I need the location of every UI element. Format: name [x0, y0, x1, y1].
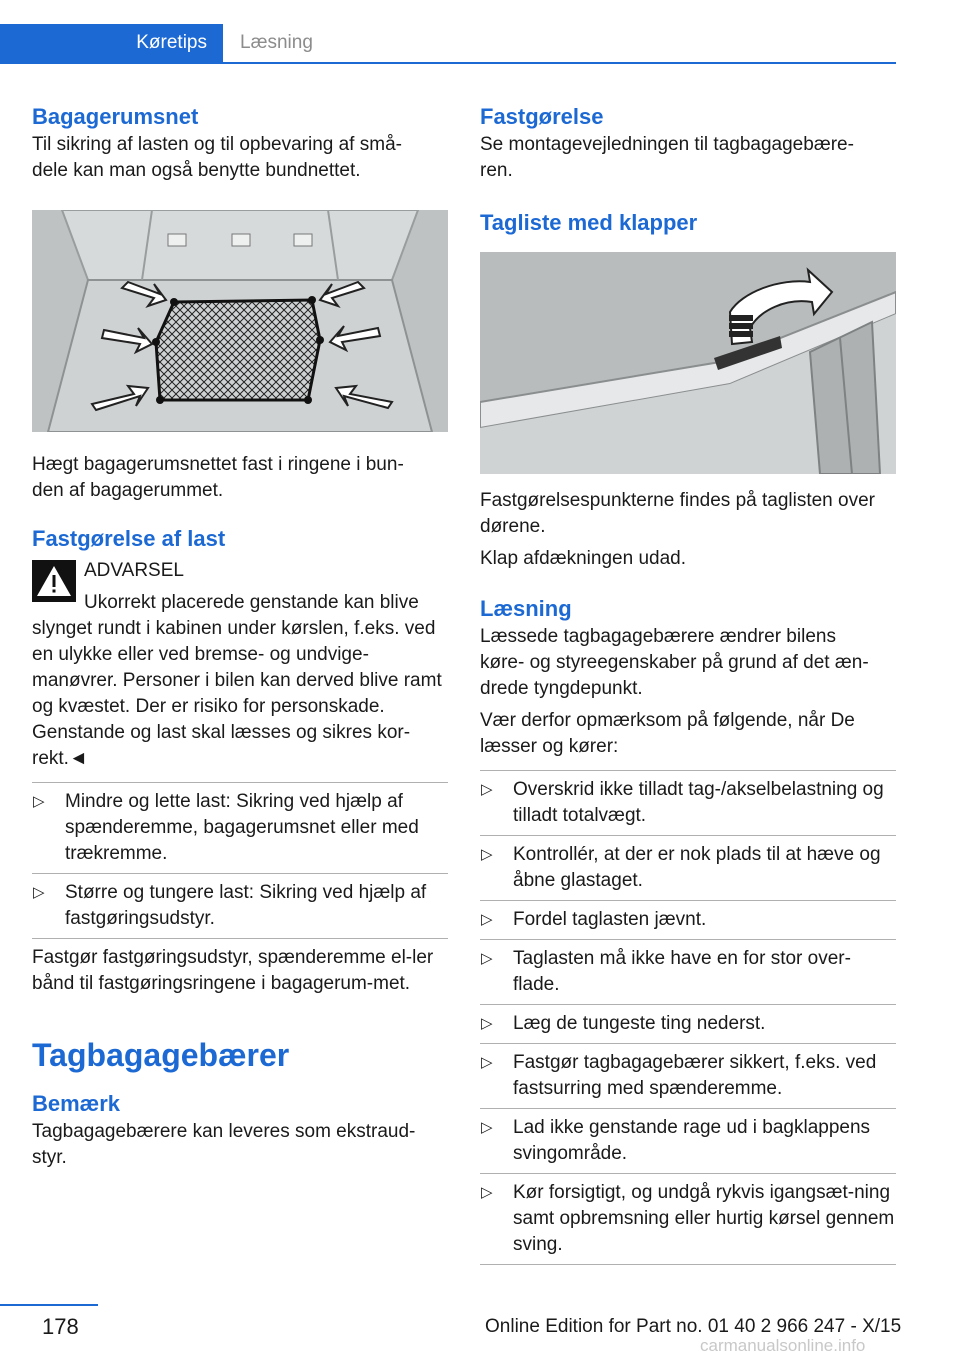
right-bullet-list: [480, 777, 896, 1264]
list-item: [480, 1108, 896, 1173]
heading-tagbagagebaerer: Tagbagagebærer: [32, 1037, 290, 1073]
bullet-triangle-icon: ▷: [481, 1015, 493, 1032]
list-item: [480, 1004, 896, 1043]
roof-rail-illustration: [480, 252, 896, 474]
heading-fastgoerelse: Fastgørelse: [480, 104, 604, 129]
text-laesning-1: Læssede tagbagagebærere ændrer bilens køre- og styreegenskaber på grund af det æn-drede tyngdepunkt.: [480, 626, 869, 699]
bullet-text: Fastgør tagbagagebærer sikkert, f.eks. ved fastsurring med spænderemme.: [513, 1052, 877, 1099]
warning-text: [32, 590, 448, 772]
list-item: [480, 1173, 896, 1264]
bullet-triangle-icon: ▷: [481, 1054, 493, 1071]
list-item: [480, 900, 896, 939]
bullet-triangle-icon: ▷: [481, 1184, 493, 1201]
bullet-text: Kør forsigtigt, og undgå rykvis igangsæt-ning samt opbremsning eller hurtig kørsel gennem sving.: [513, 1182, 895, 1255]
bullet-triangle-icon: ▷: [481, 781, 493, 798]
page-number: 178: [42, 1314, 79, 1339]
heading-bagagerumsnet: Bagagerumsnet: [32, 104, 199, 129]
bullet-text: Fordel taglasten jævnt.: [513, 909, 707, 930]
caption-bagagerumsnet: Hægt bagagerumsnettet fast i ringene i bun-den af bagagerummet.: [32, 454, 404, 501]
warning-block: [32, 558, 448, 584]
tab-koeretips[interactable]: Køretips: [0, 24, 223, 62]
bullet-triangle-icon: ▷: [481, 911, 493, 928]
text-tagliste-2: Klap afdækningen udad.: [480, 548, 686, 569]
heading-fastgoerelse-af-last: Fastgørelse af last: [32, 526, 226, 551]
list-item: [480, 939, 896, 1004]
bullet-triangle-icon: ▷: [33, 793, 45, 810]
bullet-triangle-icon: ▷: [481, 846, 493, 863]
right-column: [480, 100, 896, 1265]
warning-label: ADVARSEL: [84, 560, 184, 581]
bullet-text: Overskrid ikke tilladt tag-/akselbelastning og tilladt totalvægt.: [513, 779, 884, 826]
header-tabbar: [0, 24, 896, 64]
bullet-text: Læg de tungeste ting nederst.: [513, 1013, 766, 1034]
edition-text: Online Edition for Part no. 01 40 2 966 247 - X/15: [485, 1316, 902, 1337]
bullet-text: Kontrollér, at der er nok plads til at hæve og åbne glastaget.: [513, 844, 881, 891]
bullet-triangle-icon: ▷: [481, 1119, 493, 1136]
footer-rule: [0, 1304, 98, 1306]
list-item: [480, 835, 896, 900]
divider: [32, 938, 448, 939]
text-tagliste-1: Fastgørelsespunkterne findes på taglisten over dørene.: [480, 490, 875, 537]
bullet-text: Større og tungere last: Sikring ved hjælp af fastgøringsudstyr.: [65, 882, 427, 929]
divider: [480, 1264, 896, 1265]
heading-laesning: Læsning: [480, 596, 572, 621]
watermark: carmanualsonline.info: [700, 1336, 866, 1355]
text-fastgoerelse: Se montagevejledningen til tagbagagebære-ren.: [480, 134, 854, 181]
bullet-triangle-icon: ▷: [481, 950, 493, 967]
heading-bemaerk: Bemærk: [32, 1091, 121, 1116]
bullet-text: Taglasten må ikke have en for stor over-flade.: [513, 948, 851, 995]
left-column: [32, 100, 448, 1171]
text-bagagerumsnet: Til sikring af lasten og til opbevaring af små-dele kan man også benytte bundnettet.: [32, 134, 402, 181]
list-item: [480, 777, 896, 835]
text-bemaerk: Tagbagagebærere kan leveres som ekstraud-styr.: [32, 1121, 416, 1168]
warning-triangle-icon: [32, 560, 76, 602]
text-laesning-2: Vær derfor opmærksom på følgende, når De læsser og kører:: [480, 710, 855, 757]
luggage-net-illustration: [32, 210, 448, 432]
divider: [32, 782, 448, 783]
left-bullet-list: [32, 789, 448, 938]
list-item: [32, 873, 448, 938]
list-item: [32, 789, 448, 873]
bullet-text: Mindre og lette last: Sikring ved hjælp af spænderemme, bagagerumsnet eller med trækremme.: [65, 791, 419, 864]
text-fastgoer: Fastgør fastgøringsudstyr, spænderemme el-ler bånd til fastgøringsringene i bagagerum-met.: [32, 947, 434, 994]
heading-tagliste: Tagliste med klapper: [480, 210, 698, 235]
divider: [480, 770, 896, 771]
warning-text-content: Ukorrekt placerede genstande kan blive slynget rundt i kabinen under kørslen, f.eks. ved en ulykke eller ved bremse- og undvige-manøvrer. Personer i bilen kan derved blive ramt og kvæstet. Der er risiko for personskade. Genstande og last skal læsses og sikres kor-rekt.◄: [32, 592, 442, 769]
tab-laesning[interactable]: Læsning: [240, 32, 313, 53]
list-item: [480, 1043, 896, 1108]
bullet-triangle-icon: ▷: [33, 884, 45, 901]
bullet-text: Lad ikke genstande rage ud i bagklappens svingområde.: [513, 1117, 871, 1164]
